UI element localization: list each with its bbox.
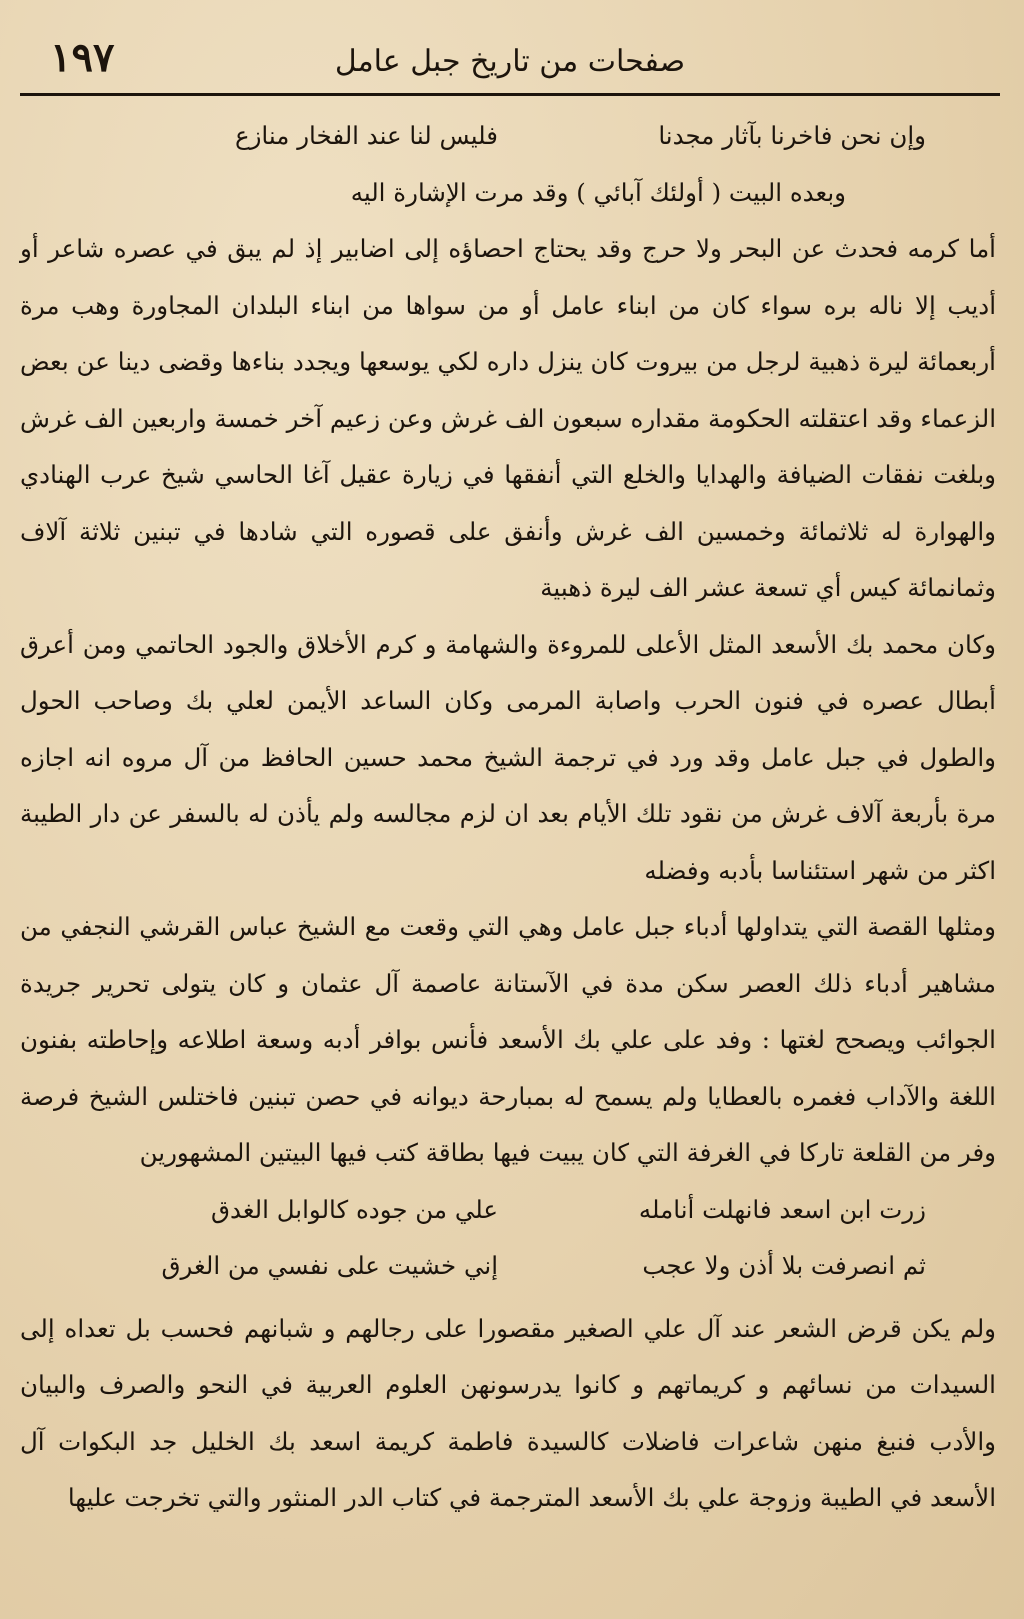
verse-first-hemistich: زرت ابن اسعد فانهلت أنامله bbox=[638, 1194, 926, 1224]
verse-second-hemistich: علي من جوده كالوابل الغدق bbox=[210, 1194, 498, 1224]
paragraph-muhammad-bek: وكان محمد بك الأسعد المثل الأعلى للمروءة والشهامة و كرم الأخلاق والجود الحاتمي ومن أعرق أبطال عصره في فنون الحرب واصابة المرمى وكان الساعد الأيمن لعلي بك وصاحب الحول والطول في جبل عامل وقد ورد في ترجمة الشيخ محمد حسين الحافظ من آل مروه انه اجازه مرة بأربعة آلاف غرش من نقود تلك الأيام بعد ان لزم مجالسه ولم يأذن له بالسفر عن دار الطيبة اكثر من شهر استئناسا بأدبه وفضله bbox=[20, 629, 996, 885]
running-title: صفحات من تاريخ جبل عامل bbox=[334, 44, 686, 79]
paragraph-women-poets: ولم يكن قرض الشعر عند آل علي الصغير مقصورا على رجالهم و شبانهم فحسب بل تعداه إلى السيدات من نسائهم و كريماتهم و كانوا يدرسونهن العلوم العربية في النحو والصرف والبيان والأدب فنبغ منهن شاعرات فاضلات كالسيدة فاطمة كريمة اسعد بك الخليل جد البكوات آل الأسعد في الطيبة وزوجة علي بك الأسعد المترجمة في كتاب الدر المنثور والتي تخرجت عليها bbox=[20, 1313, 996, 1512]
page-body bbox=[20, 108, 996, 1527]
verse-note: وبعده البيت ( أولئك آبائي ) وقد مرت الإشارة اليه bbox=[350, 177, 846, 207]
page-header bbox=[20, 30, 1000, 100]
verse-second-hemistich: إني خشيت على نفسي من الغرق bbox=[161, 1251, 498, 1280]
verse-first-hemistich: وإن نحن فاخرنا بآثار مجدنا bbox=[658, 121, 926, 150]
verse-line bbox=[20, 1182, 996, 1239]
verse-line bbox=[20, 108, 996, 165]
header-rule bbox=[20, 93, 1000, 96]
verse-first-hemistich: ثم انصرفت بلا أذن ولا عجب bbox=[642, 1251, 926, 1280]
paragraph-generosity: أما كرمه فحدث عن البحر ولا حرج وقد يحتاج احصاؤه إلى اضابير إذ لم يبق في عصره شاعر أو أديب إلا ناله بره سواء كان من ابناء عامل أو من سواها من ابناء البلدان المجاورة وهب مرة أربعمائة ليرة ذهبية لرجل من بيروت كان ينزل داره لكي يوسعها ويجدد بناءها وقضى دينا عن بعض الزعماء وقد اعتقلته الحكومة مقداره سبعون الف غرش وعن زعيم آخر خمسة واربعين الف غرش وبلغت نفقات الضيافة والهدايا والخلع التي أنفقها في زيارة عقيل آغا الحاسي شيخ عرب الهنادي والهوارة له ثلاثمائة وخمسين الف غرش وأنفق على قصوره التي شادها في تبنين ثلاثة آلاف وثمانمائة كيس أي تسعة عشر الف ليرة ذهبية bbox=[20, 234, 996, 602]
verse-second-hemistich: فليس لنا عند الفخار منازع bbox=[234, 121, 498, 150]
paragraph-qurashi-story: ومثلها القصة التي يتداولها أدباء جبل عامل وهي التي وقعت مع الشيخ عباس القرشي النجفي من مشاهير أدباء ذلك العصر سكن مدة في الآستانة عاصمة آل عثمان و كان يتولى تحرير جريدة الجوائب ويصحح لغتها : وفد على علي بك الأسعد فأنس بوافر أدبه وسعة اطلاعه وإحاطته بفنون اللغة والآداب فغمره بالعطايا ولم يسمح له بمبارحة ديوانه في حصن تبنين فاختلس الشيخ فرصة وفر من القلعة تاركا في الغرفة التي كان يبيت فيها بطاقة كتب فيها البيتين المشهورين bbox=[20, 912, 996, 1167]
verse-line bbox=[20, 1238, 996, 1295]
page-number: ١٩٧ bbox=[50, 34, 115, 81]
